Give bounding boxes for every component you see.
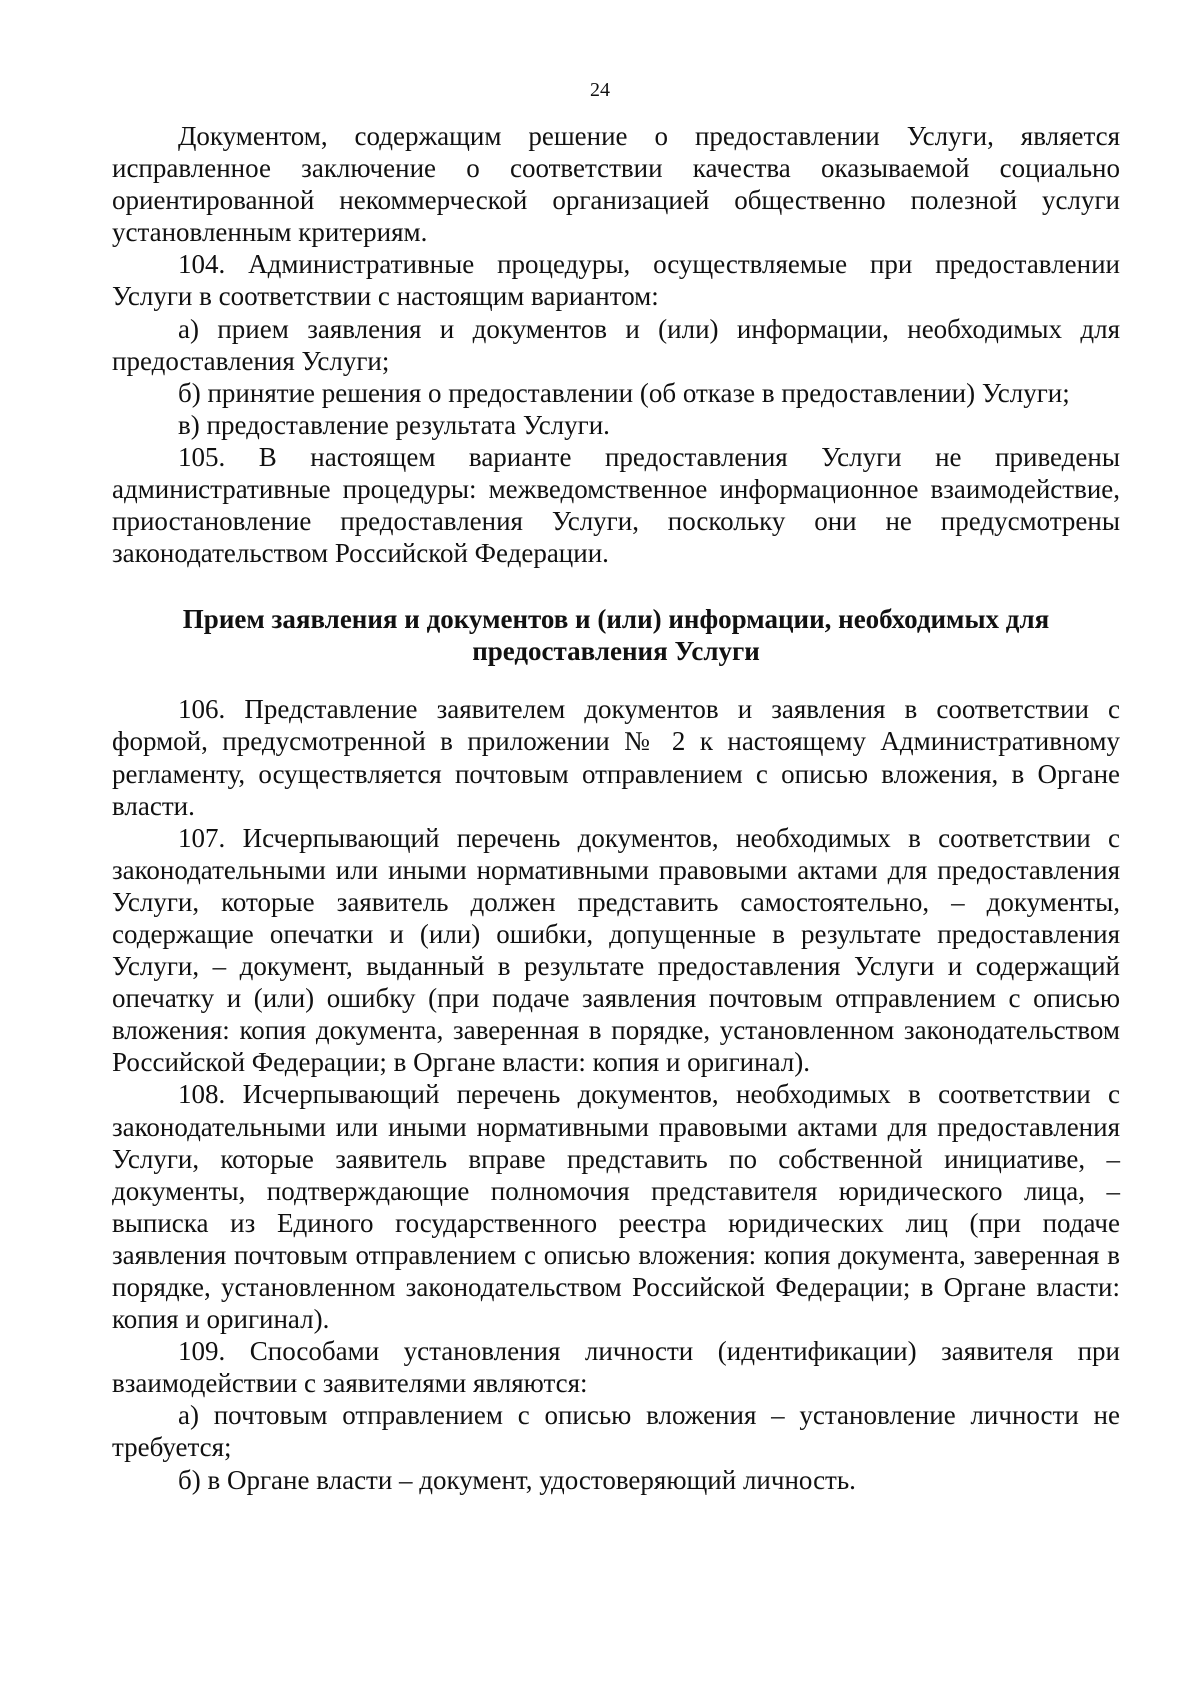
paragraph-result-document: Документом, содержащим решение о предоставлении Услуги, является исправленное заключение о соответствии качества оказываемой социально ориентированной некоммерческой организацией общественно полезной услуги установленным критериям. bbox=[112, 121, 1120, 248]
paragraph-104: 104. Административные процедуры, осуществляемые при предоставлении Услуги в соответствии с настоящим вариантом: bbox=[112, 249, 1120, 312]
list-item-a: а) прием заявления и документов и (или) информации, необходимых для предоставления Услуги; bbox=[112, 313, 1120, 376]
page-number: 24 bbox=[590, 79, 610, 101]
paragraph-105: 105. В настоящем варианте предоставления Услуги не приведены административные процедуры: межведомственное информационное взаимодействие, приостановление предоставления Услуги, поскольку они не предусмотрены законодательством Российской Федерации. bbox=[112, 441, 1120, 569]
paragraph-106: 106. Представление заявителем документов и заявления в соответствии с формой, предусмотренной в приложении № 2 к настоящему Административному регламенту, осуществляется почтовым отправлением с описью вложения, в Органе власти. bbox=[112, 694, 1120, 821]
list-item-109-b: б) в Органе власти – документ, удостоверяющий личность. bbox=[178, 1464, 856, 1495]
paragraph-107: 107. Исчерпывающий перечень документов, необходимых в соответствии с законодательными или иными нормативными правовыми актами для предоставления Услуги, которые заявитель должен представить самостоятельно, – документы, содержащие опечатки и (или) ошибки, допущенные в результате предоставления Услуги, – документ, выданный в результате предоставления Услуги и содержащий опечатку и (или) ошибку (при подаче заявления почтовым отправлением с описью вложения: копия документа, заверенная в порядке, установленном законодательством Российской Федерации; в Органе власти: копия и оригинал). bbox=[112, 822, 1120, 1078]
list-item-b: б) принятие решения о предоставлении (об отказе в предоставлении) Услуги; bbox=[178, 377, 1070, 408]
paragraph-109: 109. Способами установления личности (идентификации) заявителя при взаимодействии с заявителями являются: bbox=[112, 1336, 1120, 1399]
document-body bbox=[112, 120, 1120, 1496]
list-item-109-a: а) почтовым отправлением с описью вложения – установление личности не требуется; bbox=[112, 1400, 1120, 1463]
section-heading: Прием заявления и документов и (или) информации, необходимых для предоставления Услуги bbox=[182, 604, 1050, 667]
paragraph-108: 108. Исчерпывающий перечень документов, необходимых в соответствии с законодательными или иными нормативными правовыми актами для предоставления Услуги, которые заявитель вправе представить по собственной инициативе, – документы, подтверждающие полномочия представителя юридического лица, – выписка из Единого государственного реестра юридических лиц (при подаче заявления почтовым отправлением с описью вложения: копия документа, заверенная в порядке, установленном законодательством Российской Федерации; в Органе власти: копия и оригинал). bbox=[112, 1079, 1120, 1335]
list-item-v: в) предоставление результата Услуги. bbox=[178, 409, 610, 440]
